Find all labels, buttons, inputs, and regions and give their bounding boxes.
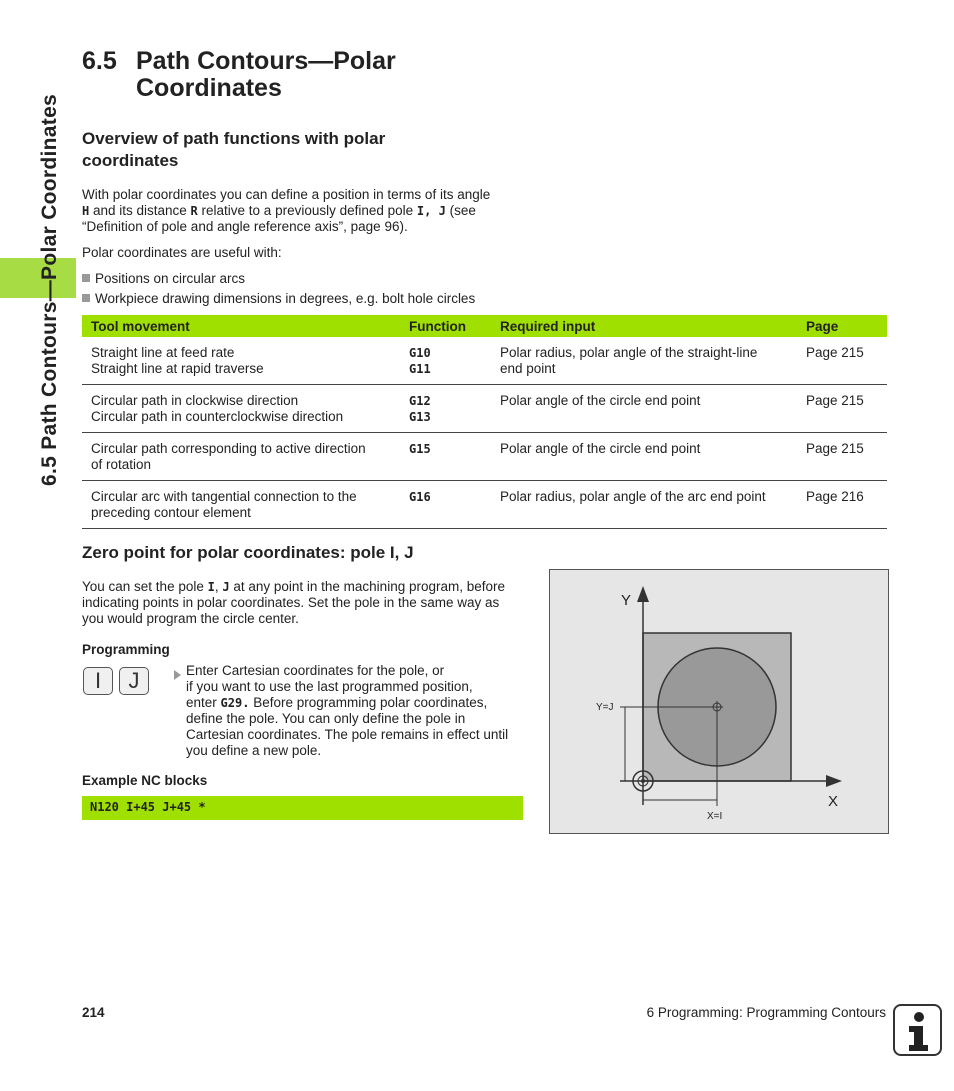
path-functions-table xyxy=(82,315,887,529)
table-row: Circular path in clockwise direction Circular path in counterclockwise direction G12 G13 Polar angle of the circle end point Page 215 xyxy=(82,385,887,433)
bullet-item: Positions on circular arcs xyxy=(82,271,245,286)
column-header: Function xyxy=(400,315,491,337)
page-title: 6.5 Path Contours—Polar Coordinates xyxy=(82,47,396,102)
example-label: Example NC blocks xyxy=(82,773,208,788)
bullet-icon xyxy=(82,274,90,282)
table-row: Circular path corresponding to active direction of rotation G15 Polar angle of the circle end point Page 215 xyxy=(82,433,887,481)
bullet-icon xyxy=(82,294,90,302)
key-j-button[interactable]: J xyxy=(119,667,149,695)
pole-diagram xyxy=(549,569,889,834)
x-equals-i-label: X=I xyxy=(707,811,723,822)
programming-label: Programming xyxy=(82,642,170,657)
y-axis-label: Y xyxy=(621,592,632,609)
table-header-row xyxy=(82,315,887,337)
x-axis-arrow-icon xyxy=(826,775,842,787)
y-equals-j-label: Y=J xyxy=(596,702,614,713)
column-header: Page xyxy=(797,315,887,337)
zero-point-heading: Zero point for polar coordinates: pole I, J xyxy=(82,543,414,562)
zero-point-paragraph: You can set the pole I, J at any point in the machining program, before indicating points in polar coordinates. Set the pole in the same way as you would program the circle center. xyxy=(82,579,506,626)
bullet-item: Workpiece drawing dimensions in degrees, e.g. bolt hole circles xyxy=(82,291,475,306)
step-arrow-icon xyxy=(173,667,182,685)
column-header: Required input xyxy=(491,315,797,337)
table-row: Circular arc with tangential connection to the preceding contour element G16 Polar radius, polar angle of the arc end point Page 216 xyxy=(82,481,887,529)
overview-heading: Overview of path functions with polar coordinates xyxy=(82,129,386,170)
overview-paragraph: With polar coordinates you can define a position in terms of its angle H and its distance R relative to a previously defined pole I, J (see “Definition of pole and angle reference axis”, page 96). xyxy=(82,187,491,234)
key-i-button[interactable]: I xyxy=(83,667,113,695)
footer-chapter: 6 Programming: Programming Contours xyxy=(646,1005,886,1020)
x-axis-label: X xyxy=(828,793,839,810)
column-header: Tool movement xyxy=(82,315,400,337)
origin-dot xyxy=(641,779,645,783)
nc-code-block: N120 I+45 J+45 * xyxy=(82,796,523,820)
page-number: 214 xyxy=(82,1005,105,1020)
side-chapter-title: 6.5 Path Contours—Polar Coordinates xyxy=(38,93,61,487)
info-icon xyxy=(893,1004,942,1056)
y-axis-arrow-icon xyxy=(637,586,649,602)
step-instruction: Enter Cartesian coordinates for the pole, or if you want to use the last programmed position, enter G29. Before programming polar coordinates, define the pole. You can only define the pole in Cartesian coordinates. The pole remains in effect until you define a new pole. xyxy=(186,663,509,758)
table-row: Straight line at feed rate Straight line at rapid traverse G10 G11 Polar radius, polar angle of the straight-line end point Page 215 xyxy=(82,337,887,385)
useful-with-text: Polar coordinates are useful with: xyxy=(82,245,282,260)
pole-diagram-svg xyxy=(550,570,890,835)
